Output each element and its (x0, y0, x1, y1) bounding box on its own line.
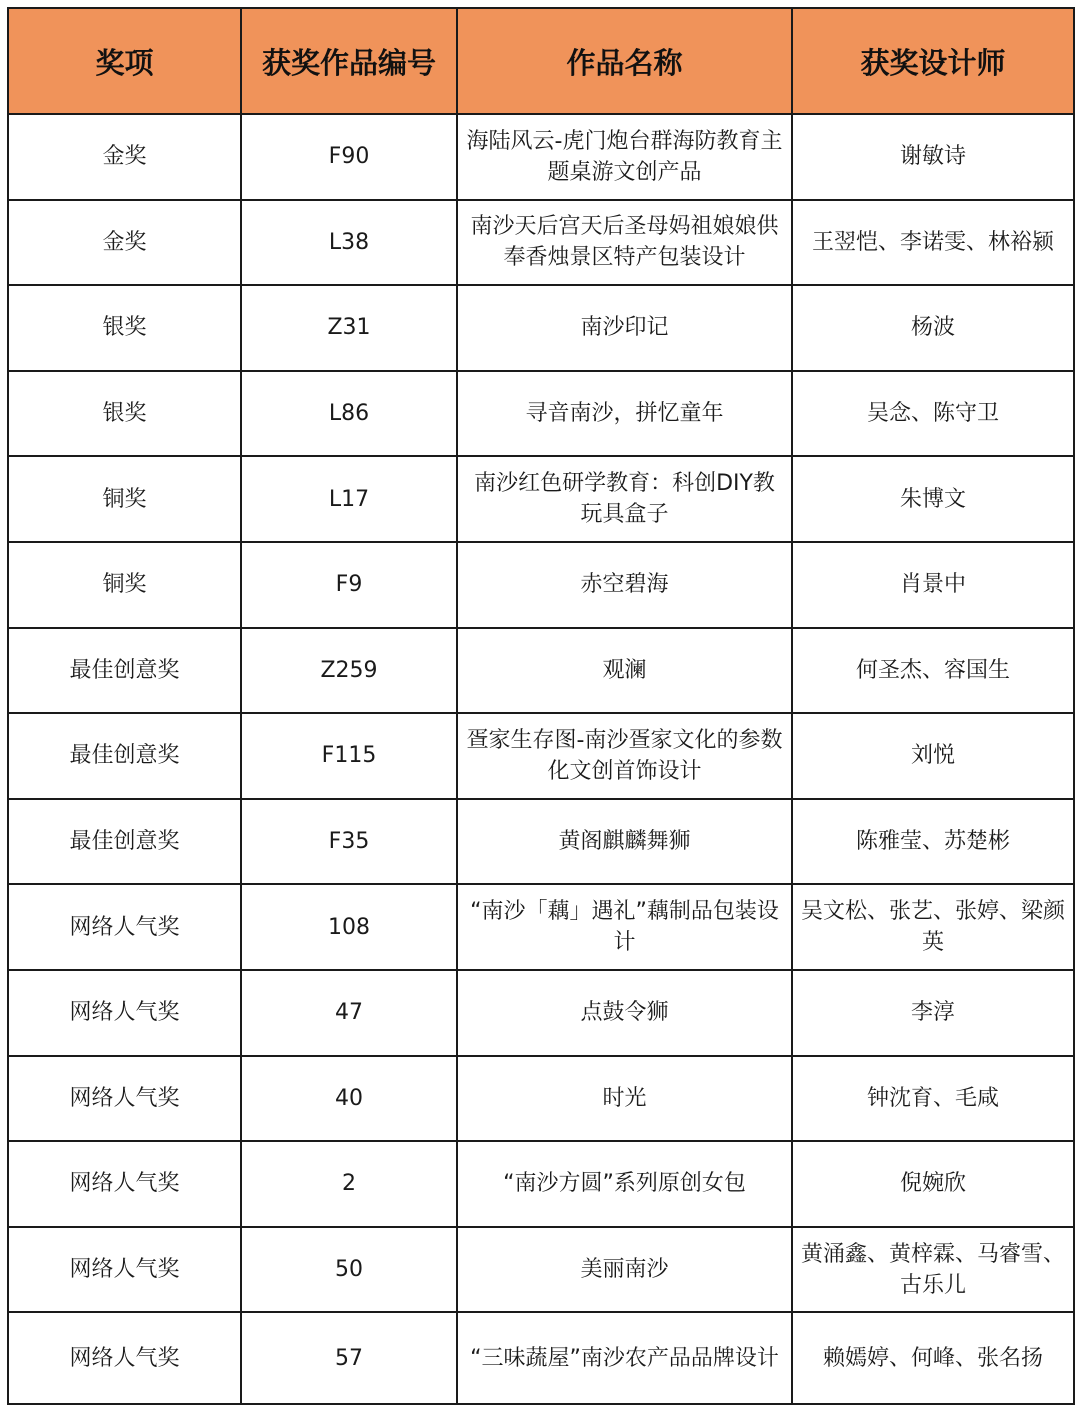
header-designer: 获奖设计师 (792, 8, 1074, 114)
work-name-cell: 南沙红色研学教育：科创DIY教玩具盒子 (457, 456, 792, 542)
award-cell: 网络人气奖 (8, 1227, 241, 1313)
work-number-cell: F115 (241, 713, 457, 799)
table-row (8, 371, 1074, 457)
table-row (8, 713, 1074, 799)
designer-cell: 赖嫣婷、何峰、张名扬 (792, 1312, 1074, 1404)
work-number-cell: 57 (241, 1312, 457, 1404)
designer-cell: 何圣杰、容国生 (792, 628, 1074, 714)
table-row (8, 628, 1074, 714)
designer-cell: 吴文松、张艺、张婷、梁颜英 (792, 884, 1074, 970)
award-cell: 银奖 (8, 285, 241, 371)
work-number-cell: 47 (241, 970, 457, 1056)
work-number-cell: L38 (241, 200, 457, 286)
award-cell: 最佳创意奖 (8, 713, 241, 799)
work-name-cell: “三味蔬屋”南沙农产品品牌设计 (457, 1312, 792, 1404)
header-work-number: 获奖作品编号 (241, 8, 457, 114)
header-work-name: 作品名称 (457, 8, 792, 114)
designer-cell: 谢敏诗 (792, 114, 1074, 200)
header-row (8, 8, 1074, 114)
awards-table (7, 7, 1075, 1405)
table-row (8, 884, 1074, 970)
designer-cell: 杨波 (792, 285, 1074, 371)
table-row (8, 285, 1074, 371)
table-row (8, 542, 1074, 628)
work-number-cell: 50 (241, 1227, 457, 1313)
designer-cell: 朱博文 (792, 456, 1074, 542)
header-award: 奖项 (8, 8, 241, 114)
award-cell: 网络人气奖 (8, 970, 241, 1056)
work-number-cell: F35 (241, 799, 457, 885)
work-name-cell: 寻音南沙，拼忆童年 (457, 371, 792, 457)
award-cell: 铜奖 (8, 456, 241, 542)
table-row (8, 1312, 1074, 1404)
work-name-cell: 赤空碧海 (457, 542, 792, 628)
table-row (8, 456, 1074, 542)
work-name-cell: “南沙方圆”系列原创女包 (457, 1141, 792, 1227)
table-row (8, 1056, 1074, 1142)
work-name-cell: “南沙「藕」遇礼”藕制品包装设计 (457, 884, 792, 970)
table-row (8, 970, 1074, 1056)
table-row (8, 200, 1074, 286)
work-name-cell: 南沙天后宫天后圣母妈祖娘娘供奉香烛景区特产包装设计 (457, 200, 792, 286)
table-row (8, 114, 1074, 200)
work-number-cell: F90 (241, 114, 457, 200)
work-number-cell: Z31 (241, 285, 457, 371)
table-row (8, 1227, 1074, 1313)
work-name-cell: 疍家生存图-南沙疍家文化的参数化文创首饰设计 (457, 713, 792, 799)
award-cell: 网络人气奖 (8, 1141, 241, 1227)
work-number-cell: 2 (241, 1141, 457, 1227)
table-row (8, 799, 1074, 885)
work-number-cell: 108 (241, 884, 457, 970)
designer-cell: 倪婉欣 (792, 1141, 1074, 1227)
award-cell: 网络人气奖 (8, 884, 241, 970)
work-name-cell: 时光 (457, 1056, 792, 1142)
designer-cell: 李淳 (792, 970, 1074, 1056)
award-cell: 金奖 (8, 200, 241, 286)
award-cell: 银奖 (8, 371, 241, 457)
table-body (8, 114, 1074, 1404)
designer-cell: 黄涌鑫、黄梓霖、马睿雪、古乐儿 (792, 1227, 1074, 1313)
work-name-cell: 海陆风云-虎门炮台群海防教育主题桌游文创产品 (457, 114, 792, 200)
work-name-cell: 观澜 (457, 628, 792, 714)
award-cell: 铜奖 (8, 542, 241, 628)
designer-cell: 刘悦 (792, 713, 1074, 799)
designer-cell: 吴念、陈守卫 (792, 371, 1074, 457)
designer-cell: 肖景中 (792, 542, 1074, 628)
work-number-cell: F9 (241, 542, 457, 628)
designer-cell: 钟沈育、毛咸 (792, 1056, 1074, 1142)
award-cell: 最佳创意奖 (8, 628, 241, 714)
award-cell: 网络人气奖 (8, 1312, 241, 1404)
table-row (8, 1141, 1074, 1227)
award-cell: 最佳创意奖 (8, 799, 241, 885)
work-number-cell: Z259 (241, 628, 457, 714)
award-cell: 网络人气奖 (8, 1056, 241, 1142)
designer-cell: 陈雅莹、苏楚彬 (792, 799, 1074, 885)
work-number-cell: 40 (241, 1056, 457, 1142)
work-number-cell: L17 (241, 456, 457, 542)
designer-cell: 王翌恺、李诺雯、林裕颍 (792, 200, 1074, 286)
work-name-cell: 美丽南沙 (457, 1227, 792, 1313)
work-number-cell: L86 (241, 371, 457, 457)
work-name-cell: 黄阁麒麟舞狮 (457, 799, 792, 885)
work-name-cell: 点鼓令狮 (457, 970, 792, 1056)
work-name-cell: 南沙印记 (457, 285, 792, 371)
table-header (8, 8, 1074, 114)
award-cell: 金奖 (8, 114, 241, 200)
